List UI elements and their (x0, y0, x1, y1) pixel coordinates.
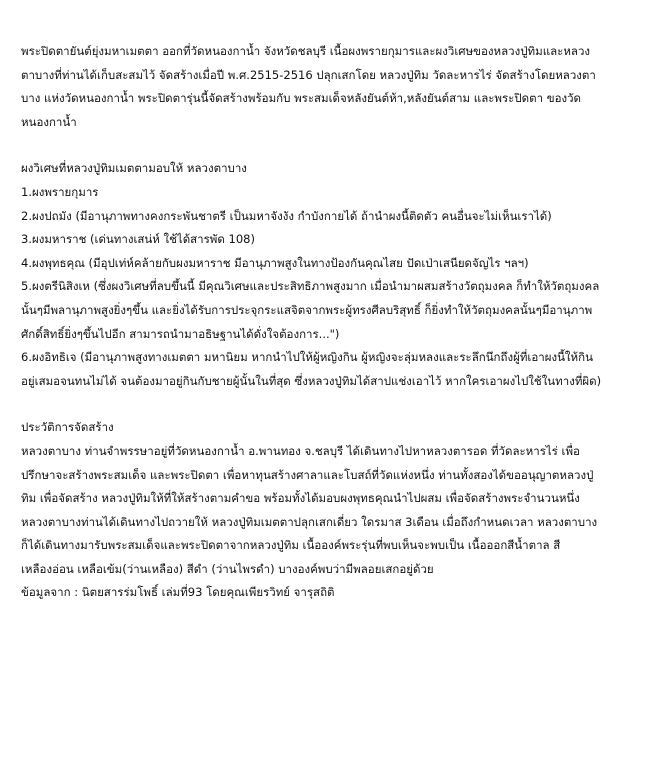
powder-item-6-cont: อยู่เสมอจนทนไม่ได้ จนต้องมาอยู่กินกับชายผู้นั้นในที่สุด ซึ่งหลวงปู่ทิมได้สาปแช่งเอาไว้ หากใครเอาผงไปใช้ในทางที่ผิด) (21, 373, 602, 388)
spacer (21, 134, 633, 157)
history-line: หลวงตาบาง ท่านจำพรรษาอยู่ที่วัดหนองกาน้ำ อ.พานทอง จ.ชลบุรี ได้เดินทางไปหาหลวงตารอด ที่วัดละหารไร่ เพื่อ (21, 443, 580, 458)
intro-line: หนองกาน้ำ (21, 114, 77, 129)
spacer (21, 393, 633, 416)
powder-item-5-cont: นั้นๆมีพลานุภาพสูงยิ่งๆขึ้น และยิ่งได้รับการประจุกระแสจิตจากพระผู้ทรงศีลบริสุทธิ์ ก็ยิ่งทำให้วัตถุมงคลนั้นๆมีอานุภาพ (21, 302, 593, 317)
history-line: หลวงตาบางท่านได้เดินทางไปถวายให้ หลวงปู่ทิมเมตตาปลุกเสกเดี่ยว ใดรมาส 3เดือน เมื่อถึงกำหนดเวลา หลวงตาบาง (21, 514, 598, 529)
powders-section (21, 157, 633, 393)
history-section (21, 416, 633, 605)
powder-item-3: 3.ผงมหาราช (เด่นทางเสน่ห์ ใช้ได้สารพัด 108) (21, 232, 255, 247)
powder-item-5-cont: ศักดิ์สิทธิ์ยิ่งๆขึ้นไปอีก สามารถนำมาอธิษฐานได้ดั่งใจต้องการ...") (21, 326, 340, 341)
history-line: เหลืองอ่อน เหลือเข้ม(ว่านเหลือง) สีดำ (ว่านไพรดำ) บางองค์พบว่ามีพลอยเสกอยู่ด้วย (21, 561, 434, 576)
history-line: ก็ได้เดินทางมารับพระสมเด็จและพระปิดตาจากหลวงปู่ทิม เนื้อองค์พระรุ่นที่พบเห็นจะพบเป็น เนื้อออกสีน้ำตาล สี (21, 538, 561, 553)
source-credit: ข้อมูลจาก : นิตยสารร่มโพธิ์ เล่มที่93 โดยคุณเพียรวิทย์ จารุสถิติ (21, 585, 335, 600)
history-heading: ประวัติการจัดสร้าง (21, 420, 114, 435)
intro-line: พระปิดตายันต์ยุ่งมหาเมตตา ออกที่วัดหนองกาน้ำ จังหวัดชลบุรี เนื้อผงพรายกุมารและผงวิเศษของหลวงปู่ทิมและหลวง (21, 44, 591, 58)
powders-heading: ผงวิเศษที่หลวงปู่ทิมเมตตามอบให้ หลวงตาบาง (21, 161, 247, 176)
intro-line: บาง แห่งวัดหนองกาน้ำ พระปิดตารุ่นนี้จัดสร้างพร้อมกับ พระสมเด็จหลังยันต์ห้า,หลังยันต์สาม และพระปิดตา ของวัด (21, 91, 582, 106)
powder-item-1: 1.ผงพรายกุมาร (21, 184, 99, 199)
powder-item-4: 4.ผงพุทธคุณ (มีอุปเท่ห์คล้ายกับผงมหาราช มีอานุภาพสูงในทางป้องกันคุณไสย ปัดเป่าเสนียดจัญไร ฯลฯ) (21, 255, 529, 270)
powder-item-2: 2.ผงปถมัง (มีอานุภาพทางคงกระพันชาตรี เป็นมหาจังงัง กำบังกายได้ ถ้านำผงนี้ติดตัว คนอื่นจะไม่เห็นเราได้) (21, 208, 552, 223)
history-line: ทิม เพื่อจัดสร้าง หลวงปู่ทิมให้ที่ให้สร้างตามคำขอ พร้อมทั้งได้มอบผงพุทธคุณนำไปผสม เพื่อจัดสร้างพระจำนวนหนึ่ง (21, 491, 580, 506)
powder-item-6: 6.ผงอิทธิเจ (มีอานุภาพสูงทางเมตตา มหานิยม หากนำไปให้ผู้หญิงกิน ผู้หญิงจะลุ่มหลงและระลึกนึกถึงผู้ที่เอาผงนี้ให้กิน (21, 350, 593, 365)
powder-item-5: 5.ผงตรีนิสิงเห (ซึ่งผงวิเศษที่ลบขึ้นนี้ มีคุณวิเศษและประสิทธิภาพสูงมาก เมื่อนำมาผสมสร้างวัตถุมงคล ก็ทำให้วัตถุมงคล (21, 279, 600, 294)
history-line: ปรึกษาจะสร้างพระสมเด็จ และพระปิดตา เพื่อหาทุนสร้างศาลาและโบสถ์ที่วัดแห่งหนึ่ง ท่านทั้งสองได้ขออนุญาตหลวงปู่ (21, 467, 594, 482)
document-body (21, 40, 633, 605)
intro-line: ตาบางที่ท่านได้เก็บสะสมไว้ จัดสร้างเมื่อปี พ.ศ.2515-2516 ปลุกเสกโดย หลวงปู่ทิม วัดละหารไร่ จัดสร้างโดยหลวงตา (21, 67, 596, 82)
intro-paragraph (21, 40, 633, 134)
